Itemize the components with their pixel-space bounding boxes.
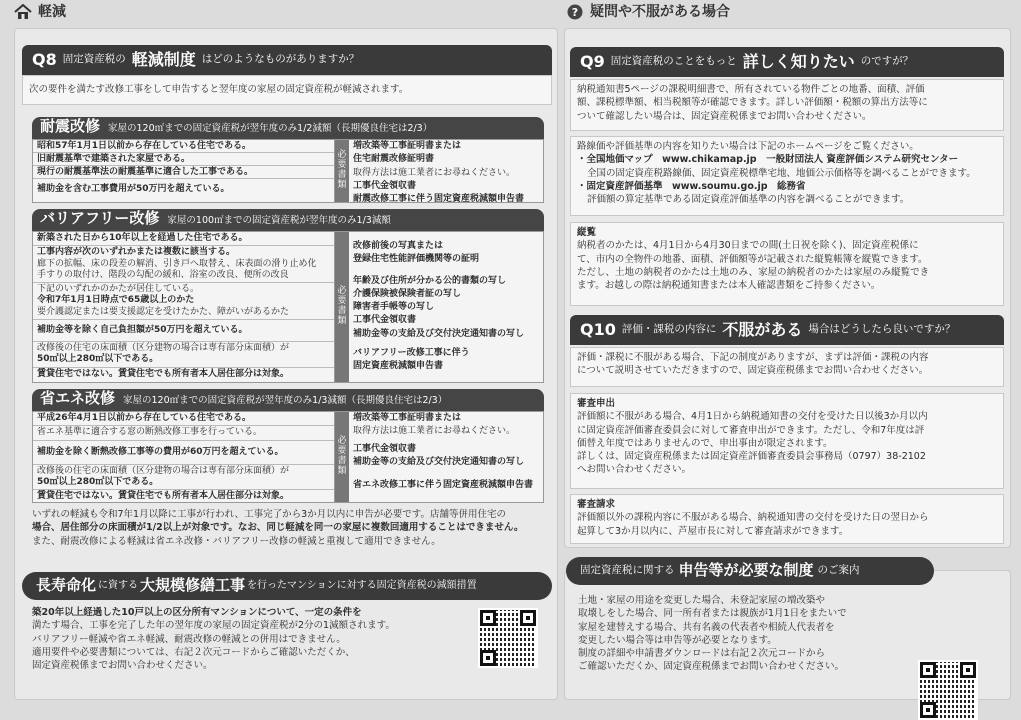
q9-pre: 固定資産税のことをもっと xyxy=(610,55,737,68)
barrier-cond: 改修後の住宅の床面積（区分建物の場合は専有部分床面積）が xyxy=(37,343,290,353)
q8-intro-text: 次の要件を満たす改修工事をして申告すると翌年度の家屋の固定資産税が軽減されます。 xyxy=(29,84,409,95)
chikamap-link[interactable]: ・全国地価マップ www.chikamap.jp 一般財団法人 資産評価システム研究センター xyxy=(577,154,959,166)
choju-title-c: 大規模修繕工事 xyxy=(140,576,246,595)
choju-title-d: を行ったマンションに対する固定資産税の減額措置 xyxy=(247,580,477,592)
q10-bar xyxy=(570,315,1004,345)
soumu-desc: 評価額の算定基準である固定資産評価基準の内容を調べることができます。 xyxy=(587,194,910,206)
barrier-doc: 登録住宅性能評価機関等の証明 xyxy=(353,254,480,265)
energy-doc: 工事代金領収書 xyxy=(353,443,417,454)
energy-cond-group xyxy=(33,465,334,491)
shinkoku-bar xyxy=(566,557,934,585)
shinkoku-pre: 固定資産税に関する xyxy=(580,564,675,577)
q9-web-intro: 路線価や評価基準の内容を知りたい場合は下記のホームページをご覧ください。 xyxy=(577,141,919,152)
barrier-doc: 改修前後の写真または xyxy=(353,241,444,251)
barrier-cond-group xyxy=(33,282,334,320)
q10-pre: 評価・課税の内容に xyxy=(621,323,717,336)
taishin-cond: 旧耐震基準で建築された家屋である。 xyxy=(33,153,334,166)
energy-cond: 省エネ基準に適合する窓の断熱改修工事を行っている。 xyxy=(33,426,334,440)
energy-doc: 増改築等工事証明書または xyxy=(353,413,462,423)
q8-bar xyxy=(22,45,552,75)
barrier-name: バリアフリー改修 xyxy=(40,209,160,227)
q9-juran xyxy=(570,222,1004,306)
left-header-title: 軽減 xyxy=(38,4,66,20)
shinkoku-line: 取壊しをした場合、同一所有者または親族が1月1日をまたいで xyxy=(578,608,847,620)
q9-para-line: 納税通知書5ページの課税明細書で、所有されている物件ごとの地番、面積、評価 xyxy=(577,84,925,95)
house-icon xyxy=(14,3,32,21)
seikyu-box xyxy=(570,494,1004,544)
choju-title-a: 長寿命化 xyxy=(36,576,97,595)
shinsa-box xyxy=(570,393,1004,489)
choju-qr-code[interactable] xyxy=(478,608,538,668)
shinkoku-qr-code[interactable] xyxy=(918,660,978,720)
energy-doc: 補助金等の支給及び交付決定通知書の写し xyxy=(353,456,525,467)
q8-post: はどのようなものがありますか？ xyxy=(201,53,360,66)
seikyu-line: 起算して3か月以内に、芦屋市長に対して審査請求ができます。 xyxy=(577,525,849,537)
seikyu-title: 審査請求 xyxy=(577,499,616,510)
choju-title-b: に資する xyxy=(98,580,139,592)
shinsa-line: 詳しくは、固定資産税係または固定資産評価審査委員会事務局（0797）38-2102 xyxy=(577,451,926,463)
shinkoku-line: 土地・家屋の用途を変更した場合、未登記家屋の増改築や xyxy=(578,595,826,606)
taishin-cond: 補助金を含む工事費用が50万円を超えている。 xyxy=(37,184,230,194)
seikyu-line: 評価額以外の課税内容に不服がある場合、納税通知書の交付を受けた日の翌日から xyxy=(577,512,929,524)
taishin-doc: 取得方法は施工業者にお尋ねください。 xyxy=(353,167,516,178)
barrier-header xyxy=(32,209,544,231)
shinsa-title: 審査申出 xyxy=(577,398,616,409)
q10-number: Q10 xyxy=(580,320,616,340)
barrier-doc: 工事代金領収書 xyxy=(353,315,417,326)
taishin-table xyxy=(32,139,544,203)
barrier-table xyxy=(32,231,544,383)
taishin-doc: 工事代金領収書 xyxy=(353,180,417,191)
energy-header xyxy=(32,389,544,411)
chikamap-desc: 全国の固定資産税路線価、固定資産税標準宅地、地価公示価格等を調べることができます。 xyxy=(587,167,976,179)
shinkoku-line: 家屋を建替えする場合、共有名義の代表者や相続人代表者を xyxy=(578,621,835,633)
q10-post: 場合はどうしたら良いですか？ xyxy=(808,323,956,336)
right-header-title: 疑問や不服がある場合 xyxy=(590,4,730,20)
barrier-need-label: 必要書類 xyxy=(335,232,349,382)
q9-para xyxy=(570,79,1004,131)
barrier-cond-group xyxy=(33,342,334,368)
taishin-doc: 増改築等工事証明書または xyxy=(353,141,462,151)
choju-line: 満たす場合、工事を完了した年の翌年度の家屋の固定資産税が2分の1減額されます。 xyxy=(32,620,395,632)
q8-pre: 固定資産税の xyxy=(62,53,126,66)
left-section-header xyxy=(14,3,66,21)
barrier-doc: 固定資産税減額申告書 xyxy=(353,361,444,371)
energy-cond: 賃貸住宅ではない。賃貸住宅でも所有者本人居住部分は対象。 xyxy=(37,491,290,502)
reform-note: また、耐震改修による軽減は省エネ改修・バリアフリー改修の軽減と重複して適用できません。 xyxy=(32,535,441,547)
shinsa-line: 価替え年度ではありませんので、申出事由が限定されます。 xyxy=(577,437,833,449)
taishin-header xyxy=(32,117,544,139)
q9-post: のですが？ xyxy=(860,55,914,68)
taishin-doc: 住宅耐震改修証明書 xyxy=(353,154,435,165)
reform-note: 場合、居住部分の床面積が1/2以上が対象です。なお、同じ軽減を同一の家屋に複数回適用することはできません。 xyxy=(32,522,524,534)
choju-line: バリアフリー軽減や省エネ軽減、耐震改修の軽減との併用はできません。 xyxy=(32,633,346,645)
reform-notes xyxy=(32,508,552,548)
barrier-cond-group xyxy=(33,246,334,282)
taishin-cond: 現行の耐震基準法の耐震基準に適合した工事である。 xyxy=(33,166,334,179)
svg-text:?: ? xyxy=(571,6,579,20)
shinsa-line: へお問い合わせください。 xyxy=(577,464,692,476)
barrier-cond: 要介護認定または要支援認定を受けたかた、障がいがあるかた xyxy=(37,306,290,317)
barrier-desc: 家屋の100㎡までの固定資産税が翌年度のみ1/3減額 xyxy=(167,215,391,226)
energy-doc: 取得方法は施工業者にお尋ねください。 xyxy=(353,426,516,437)
q8-emph: 軽減制度 xyxy=(131,50,196,70)
energy-cond: 平成26年4月1日以前から存在している住宅である。 xyxy=(33,412,334,426)
shinkoku-body xyxy=(578,594,908,674)
barrier-cond: 新築された日から10年以上を経過した住宅である。 xyxy=(33,232,334,246)
q8-intro xyxy=(22,75,552,105)
q9-bar xyxy=(570,47,1004,77)
choju-line: 築20年以上経過した10戸以上の区分所有マンションについて、一定の条件を xyxy=(32,607,362,618)
q10-intro xyxy=(570,347,1004,387)
barrier-doc: 補助金等の支給及び交付決定通知書の写し xyxy=(353,328,525,339)
energy-table xyxy=(32,411,544,503)
choju-body xyxy=(32,606,462,672)
barrier-cond: 工事内容が次のいずれかまたは複数に該当する。 xyxy=(37,247,236,258)
energy-desc: 家屋の120㎡までの固定資産税が翌年度のみ1/3減額（長期優良住宅は2/3） xyxy=(123,395,448,406)
juran-line: ただし、土地の納税者のかたは土地のみ、家屋の納税者のかたは家屋のみ縦覧でき xyxy=(577,266,930,278)
shinsa-line: に固定資産評価審査委員会に対して審査申出ができます。ただし、令和7年度は評 xyxy=(577,424,925,436)
juran-line: 納税者のかたは、4月1日から4月30日までの間(土日祝を除く)、固定資産税係に xyxy=(577,240,919,252)
q10-emph: 不服がある xyxy=(722,320,803,340)
taishin-desc: 家屋の120㎡までの固定資産税が翌年度のみ1/2減額（長期優良住宅は2/3） xyxy=(108,123,433,134)
juran-line: ます。お越しの際は納税通知書または本人確認書類をご持参ください。 xyxy=(577,280,881,292)
q10-intro-line: について説明させていただきますので、固定資産税係までお問い合わせください。 xyxy=(577,365,929,377)
energy-need-label: 必要書類 xyxy=(335,412,349,502)
barrier-cond: 賃貸住宅ではない。賃貸住宅でも所有者本人居住部分は対象。 xyxy=(37,368,290,379)
soumu-link[interactable]: ・固定資産評価基準 www.soumu.go.jp 総務省 xyxy=(577,180,806,192)
choju-line: 適用要件や必要書類については、右記２次元コードからご確認いただくか、 xyxy=(32,646,355,658)
barrier-cond: 50㎡以上280㎡以下である。 xyxy=(37,354,159,365)
energy-doc: 省エネ改修工事に伴う固定資産税減額申告書 xyxy=(353,480,534,490)
barrier-doc: バリアフリー改修工事に伴う xyxy=(353,347,470,358)
energy-name: 省エネ改修 xyxy=(40,389,116,407)
q10-intro-line: 評価・課税に不服がある場合、下記の制度がありますが、まずは評価・課税の内容 xyxy=(577,352,929,363)
energy-cond: 改修後の住宅の床面積（区分建物の場合は専有部分床面積）が xyxy=(37,465,290,476)
shinkoku-line: 変更したい場合等は申告等が必要となります。 xyxy=(578,634,777,646)
q9-para-line: 額、課税標準額、相当税額等が確認できます。詳しい評価額・税額の算出方法等に xyxy=(577,97,928,109)
barrier-doc: 介護保険被保険者証の写し xyxy=(353,288,462,299)
choju-bar xyxy=(22,572,552,600)
q9-para-line: ついて確認したい場合は、固定資産税係までお問い合わせください。 xyxy=(577,110,872,122)
barrier-cond: 令和7年1月1日時点で65歳以上のかた xyxy=(37,295,195,306)
question-icon xyxy=(566,3,584,21)
q8-number: Q8 xyxy=(32,50,57,70)
juran-title: 縦覧 xyxy=(577,227,597,238)
barrier-cond: 廊下の拡幅、床の段差の解消、引き戸へ取替え、床表面の滑り止め化 xyxy=(37,258,317,269)
energy-cond: 補助金を除く断熱改修工事等の費用が60万円を超えている。 xyxy=(33,441,334,465)
taishin-name: 耐震改修 xyxy=(40,117,101,135)
right-section-header xyxy=(566,3,730,21)
shinsa-line: 評価額に不服がある場合、4月1日から納税通知書の交付を受けた日以後3か月以内 xyxy=(577,411,928,423)
choju-line: 固定資産税係までお問い合わせください。 xyxy=(32,660,213,672)
q9-emph: 詳しく知りたい xyxy=(742,52,855,72)
reform-note: いずれの軽減も令和7年1月以降に工事が行われ、工事完了から3か月以内に申告が必要です。店舗等併用住宅の xyxy=(32,509,506,520)
taishin-need-label: 必要書類 xyxy=(335,140,349,202)
juran-line: て、市内の全物件の地番、面積、評価額等が記載された縦覧帳簿を縦覧できます。 xyxy=(577,253,928,265)
shinkoku-line: 制度の詳細や申請書ダウンロードは右記２次元コードから xyxy=(578,648,826,660)
taishin-cond: 昭和57年1月1日以前から存在している住宅である。 xyxy=(33,140,334,153)
q9-number: Q9 xyxy=(580,52,605,72)
barrier-doc: 年齢及び住所が分かる公的書類の写し xyxy=(353,275,507,286)
barrier-cond: 補助金等を除く自己負担額が50万円を超えている。 xyxy=(33,320,334,342)
shinkoku-line: ご確認いただくか、固定資産税係までお問い合わせください。 xyxy=(578,661,845,673)
taishin-doc: 耐震改修工事に伴う固定資産税減額申告書 xyxy=(353,194,525,204)
energy-cond: 50㎡以上280㎡以下である。 xyxy=(37,477,159,487)
barrier-cond: 手すりの取付け、階段の勾配の緩和、浴室の改良、便所の改良 xyxy=(37,269,289,280)
q9-web xyxy=(570,136,1004,216)
barrier-cond: 下記のいずれかのかたが居住している。 xyxy=(37,284,200,294)
barrier-doc: 障害者手帳等の写し xyxy=(353,302,435,312)
shinkoku-emph: 申告等が必要な制度 xyxy=(678,561,814,580)
shinkoku-post: のご案内 xyxy=(817,564,860,577)
